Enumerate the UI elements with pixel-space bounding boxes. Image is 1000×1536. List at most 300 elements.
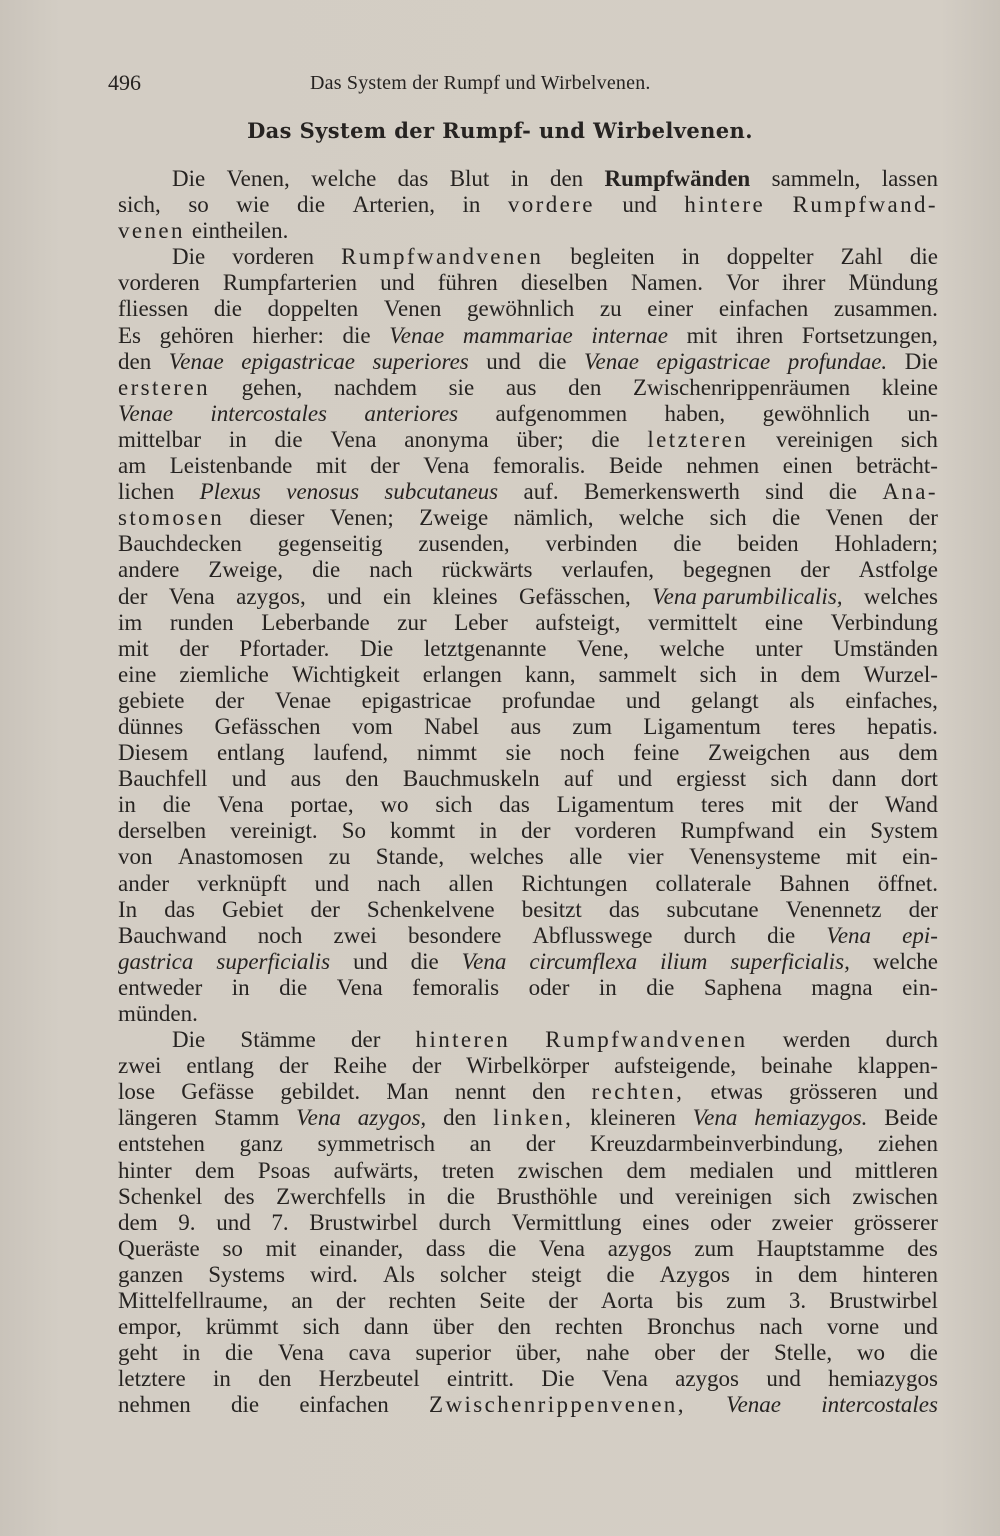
word: sind [765,479,804,505]
word: 7. [271,1209,289,1235]
word: Venen; [329,505,394,531]
word: in [182,1340,201,1366]
word: über, [515,1340,562,1366]
word: die [312,557,341,583]
word: Herzbeutel [318,1366,420,1392]
word: das [164,896,195,922]
word: gehen, [241,374,303,400]
word: epi- [902,922,938,948]
word: die [772,505,801,531]
word: und [619,1183,654,1209]
word: Zweige [419,505,489,531]
word: superior [415,1340,491,1366]
word: einen [782,453,833,479]
text-line [118,1027,938,1053]
word: die [410,948,439,974]
word: die [231,1392,260,1418]
word: Nabel [424,713,480,739]
word: Die [360,635,394,661]
word: durch [885,1027,938,1053]
word: mit [686,322,718,348]
word: der [411,1053,442,1079]
word: und [903,1314,938,1340]
word: über; [516,426,564,452]
word: einer [647,296,694,322]
word: superiores [372,348,469,374]
word: Abflusswege [532,922,653,948]
word: an [469,1131,492,1157]
word: Gefässchen, [519,583,631,609]
text-line [118,792,938,818]
word: nehmen [118,1392,191,1418]
word: besitzt [521,896,582,922]
word: auf [563,766,594,792]
word: aus [510,713,542,739]
word: nach [377,870,421,896]
text-line [118,584,938,610]
word: In [118,896,138,922]
word: ilium [660,948,708,974]
word: Leistenbande [169,453,293,479]
word: Vene, [577,635,629,661]
word: fliessen [118,296,189,322]
word: vier [627,844,664,870]
word: die [909,244,938,270]
word: Psoas [257,1157,311,1183]
word: in [479,818,498,844]
word: den [118,348,152,374]
word: Beide [884,1105,938,1131]
word: die [828,479,857,505]
word: ein- [902,974,938,1000]
word: Gefässe [181,1079,255,1105]
word: Gebiet [222,896,284,922]
word: noch [559,740,605,766]
word: Zahl [840,244,883,270]
word: die [225,1340,254,1366]
running-head [108,70,938,100]
word: Vena [296,1105,341,1131]
word: vermittelt [647,609,738,635]
word: der [525,1131,556,1157]
word: Vena [277,1340,324,1366]
word: ober [654,1340,696,1366]
word: kleines [432,583,498,609]
word: Stamm [214,1105,280,1131]
word: Ligamentum [556,792,675,818]
word: Kreuzdarmbeinverbindung, [589,1131,844,1157]
word: der [370,453,400,479]
word: sammelt [598,661,677,687]
word: etwas [710,1079,763,1105]
word: so [188,192,209,218]
word: der [279,1053,309,1079]
word: ihrer [782,270,826,296]
word: der [118,583,148,609]
word: dass [425,1235,466,1261]
word: kommt [390,818,456,844]
word: grösseren [789,1079,878,1105]
word: zweier [771,1209,833,1235]
word: Brustwirbel [309,1209,418,1235]
text-line [118,505,938,531]
word: hierher: [252,322,324,348]
word: nehmen [686,453,760,479]
word: aus [505,374,537,400]
word: mit [771,792,802,818]
word: das [608,896,640,922]
word: letzteren [647,426,749,452]
word: begegnen [683,557,772,583]
text-line [118,1288,938,1314]
word: und [216,1209,251,1235]
word: Es [118,322,141,348]
text-line [118,244,938,270]
word: zwischen [852,1183,938,1209]
word: portae, [290,792,354,818]
word: in [212,1366,231,1392]
word: sich [770,766,808,792]
word: nahe [586,1340,630,1366]
word: vorderen [574,818,657,844]
word: verknüpft [197,870,287,896]
word: gewöhnlich [467,296,575,322]
word: aufsteigt, [535,609,621,635]
word: anonyma [404,426,489,452]
word: zum [572,713,612,739]
word: Seite [479,1288,526,1314]
word: Venennetz [785,896,882,922]
word: Venae [118,400,173,426]
text-line [118,479,938,505]
word: wo [856,1340,885,1366]
text-line [118,1210,938,1236]
word: Zwischenrippenräumen [632,374,851,400]
word: erlangen [422,661,502,687]
word: die [274,426,303,452]
word: der [800,557,830,583]
word: Brusthöhle [496,1183,598,1209]
word: die [162,792,191,818]
word: azygos, [357,1105,427,1131]
word: und [314,870,350,896]
word: Venae [274,687,332,713]
text-line [118,166,938,192]
word: Venae [584,348,639,374]
word: den [345,766,379,792]
word: den [497,1314,532,1340]
word: der [908,896,938,922]
word: in [510,166,529,191]
word: und [327,583,362,609]
word: der [350,1027,381,1053]
word: vorderen [118,270,200,296]
word: dann [363,1314,409,1340]
word: intercostales [210,400,328,426]
word: beinahe [761,1053,833,1079]
word: die [646,974,675,1000]
word: in [228,426,247,452]
word: der [828,792,859,818]
word: Astfolge [858,557,938,583]
text-line [118,349,938,375]
word: mittleren [854,1157,938,1183]
word: vereinigen [775,426,874,452]
word: Stelle, [773,1340,833,1366]
word: Zweigchen [708,740,811,766]
word: und [617,766,653,792]
word: vereinigt. [230,818,318,844]
text-line [118,1131,938,1157]
word: unter [755,635,803,661]
word: collaterale [655,870,752,896]
word: der [179,635,209,661]
word: mit [846,844,877,870]
word: der [214,687,245,713]
word: führen [437,270,498,296]
word: der [310,896,340,922]
word: profundae [502,687,596,713]
word: subcutaneus [384,479,499,505]
word: und [353,948,388,974]
word: Stämme [240,1027,316,1053]
word: zu [599,296,622,322]
word: krümmt [205,1314,279,1340]
word: vordere [507,192,595,218]
word: grösserer [853,1209,938,1235]
word: eines [642,1209,690,1235]
word: Vena [330,426,377,452]
word: azygos [607,1235,672,1261]
word: und [625,687,661,713]
word: wo [380,792,409,818]
word: aus [838,740,870,766]
word: so [222,1235,243,1261]
word: haben, [664,400,726,426]
text-line [118,610,938,636]
word: Schenkelvene [366,896,495,922]
word: vorderen [232,244,315,270]
word: Als [382,1261,415,1287]
word: welche [618,505,685,531]
text-line [118,453,938,479]
text-line [118,871,938,897]
word: der [521,818,551,844]
word: wie [236,192,270,218]
word: gehören [159,322,234,348]
text-line [118,1262,938,1288]
word: welches [469,844,544,870]
word: und [380,270,415,296]
text-line [118,218,938,244]
word: bis [676,1288,704,1314]
word: durch [683,922,736,948]
word: Man [386,1079,429,1105]
word: Queräste [118,1235,200,1261]
text-line [118,1105,938,1131]
word: Rumpfwandvenen [545,1027,748,1053]
word: Ligamentum [643,713,761,739]
word: den [568,374,602,400]
word: nach [369,557,413,583]
word: längeren [118,1105,198,1131]
word: der [908,505,938,531]
word: Schenkel [118,1183,203,1209]
word: oder [710,1209,751,1235]
text-line [118,557,938,583]
word: zusammen. [833,296,938,322]
word: azygos, [236,583,306,609]
word: eintritt. [446,1366,514,1392]
word: vorne [826,1314,880,1340]
word: in [598,974,617,1000]
word: nämlich, [513,505,594,531]
word: gastrica [118,948,194,974]
word: gelangt [690,687,759,713]
text-line [118,1158,938,1184]
word: Azygos [659,1261,730,1287]
word: den [532,1079,566,1105]
word: und [622,192,657,218]
word: nachdem [333,374,417,400]
word: der [719,1340,750,1366]
word: stomosen [118,505,225,531]
word: rechten [388,1288,457,1314]
word: superficialis, [730,948,850,974]
word: lassen [881,166,938,191]
word: lichen [118,479,175,505]
word: Zweige, [208,557,284,583]
word: den [443,1105,477,1131]
word: epigastricae [361,687,472,713]
word: eintheilen. [191,218,289,244]
page-number: 496 [108,70,141,95]
word: kleineren [590,1105,676,1131]
word: nennt [454,1079,506,1105]
word: doppelten [267,296,359,322]
word: profundae. [787,348,888,374]
word: Vena [168,583,215,609]
word: Leber [454,609,508,635]
text-line [118,662,938,688]
word: symmetrisch [317,1131,435,1157]
word: Bemerkenswerth [583,479,740,505]
word: venen [118,218,185,244]
word: Vena [461,948,507,974]
word: Brustwirbel [829,1288,938,1314]
word: Diesem [118,740,189,766]
word: begleiten [570,244,655,270]
word: Venensysteme [689,844,821,870]
word: dem [118,1209,158,1235]
word: azygos [675,1366,740,1392]
text-line [118,270,938,296]
word: teres [700,792,745,818]
word: sich [699,661,737,687]
word: sie [448,374,475,400]
word: entstehen [118,1131,205,1157]
word: ergiesst [676,766,747,792]
word: die [673,531,702,557]
word: Blut [449,166,490,191]
word: den [258,1366,292,1392]
word: Vena [336,974,383,1000]
text-line [118,1001,938,1027]
text-line [118,844,938,870]
text-line [118,1079,938,1105]
word: Stande, [375,844,445,870]
word: Venen [383,296,442,322]
word: Vena [601,1366,648,1392]
word: dem [797,1261,838,1287]
text-line [118,192,938,218]
word: doppelter [726,244,814,270]
word: von [118,844,153,870]
word: die [342,322,371,348]
word: noch [257,922,303,948]
word: gegenseitig [277,531,383,557]
word: Saphena [703,974,782,1000]
word: zwei [118,1053,162,1079]
word: und [903,1079,938,1105]
word: Umständen [833,635,938,661]
word: Zwerchfells [276,1183,386,1209]
word: circumflexa [529,948,638,974]
word: sich [435,792,473,818]
word: zum [726,1288,766,1314]
word: Vena [217,792,264,818]
word: und [486,348,521,374]
word: hemiazygos. [754,1105,868,1131]
word: nach [759,1314,803,1340]
word: dort [900,766,938,792]
text-line [118,531,938,557]
word: Die [172,166,206,191]
word: münden. [118,1001,198,1026]
word: an [291,1288,313,1314]
text-line [118,740,938,766]
word: wird. [309,1261,358,1287]
word: Vena parumbilicalis, [652,583,843,609]
word: Beide [609,453,663,479]
body-text [118,166,938,1419]
word: ziemliche [179,661,269,687]
word: zu [328,844,351,870]
word: Arterien, [352,192,435,218]
word: in [462,192,481,218]
text-line [118,714,938,740]
text-line [118,1392,938,1418]
word: Rumpfwandvenen [341,244,544,270]
word: feine [633,740,680,766]
word: dieselben [520,270,608,296]
word: dieser [249,505,305,531]
word: un- [907,400,938,426]
word: kann, [525,661,576,687]
word: die [591,426,620,452]
word: die [909,1340,938,1366]
text-line [118,323,938,349]
word: verbinden [545,531,638,557]
text-line [118,1314,938,1340]
word: in [231,974,250,1000]
word: runden [169,609,234,635]
text-line [118,1053,938,1079]
word: sich, [118,192,161,218]
word: venosus [286,479,360,505]
word: zwei [333,922,377,948]
word: Mündung [848,270,938,296]
